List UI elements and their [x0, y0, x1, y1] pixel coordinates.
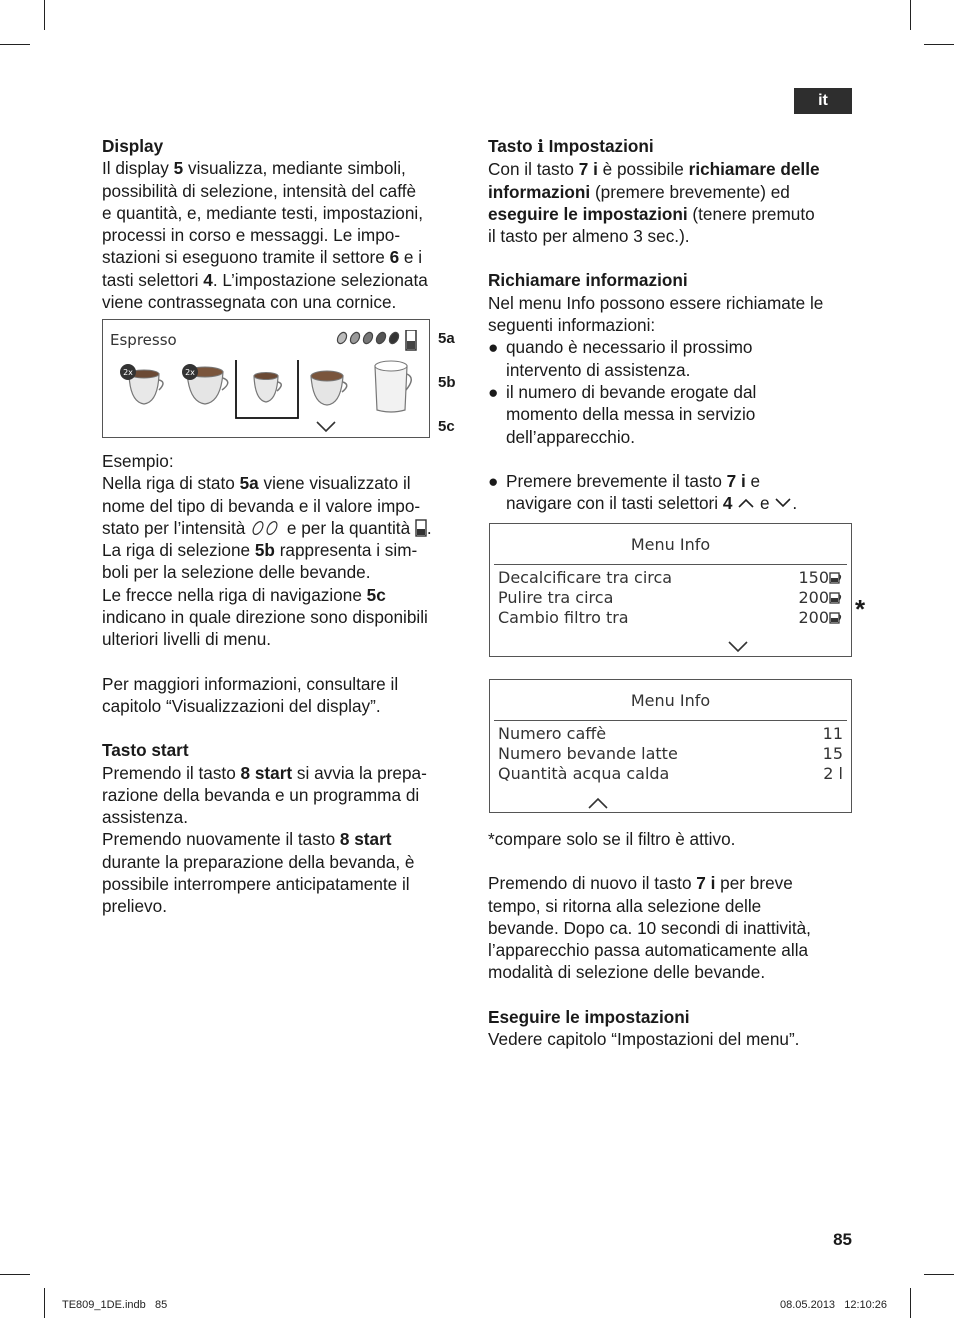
display-text: stazioni si eseguono tramite il settore 6 e i	[102, 247, 423, 268]
example-text: stato per l’intensità e per la quantità .	[102, 517, 432, 538]
display-text: processi in corso e messaggi. Le impo-	[102, 225, 401, 246]
cup-icon	[829, 571, 843, 585]
left-column	[102, 135, 458, 313]
menu-row: Numero bevande latte 15	[498, 744, 843, 763]
intensity-icon	[335, 330, 425, 352]
coffee-cup-icon	[311, 371, 347, 405]
label-5b: 5b	[438, 374, 456, 391]
menu-row: Pulire tra circa 200	[498, 588, 843, 608]
right-column-lower	[488, 828, 854, 1050]
left-column-lower	[102, 450, 458, 918]
intensity-beans-icon	[250, 520, 282, 536]
quantity-icon	[415, 519, 427, 537]
settings-text: eseguire le impostazioni (tenere premuto	[488, 203, 815, 224]
display-text: e quantità, e, mediante testi, impostazioni,	[102, 202, 424, 223]
display-text: possibilità di selezione, intensità del caffè	[102, 180, 417, 201]
crop-mark	[0, 44, 30, 45]
menu-title: Menu Info	[630, 535, 711, 554]
svg-text:2x: 2x	[123, 368, 133, 377]
menu-info-panel-2	[489, 679, 852, 813]
list-item: ● Premere brevemente il tasto 7 i e navigare con il tasti selettori 4 e .	[488, 470, 798, 514]
menu-title: Menu Info	[630, 691, 711, 710]
crop-mark	[924, 1274, 954, 1275]
crop-mark	[44, 0, 45, 30]
footnote-text: *compare solo se il filtro è attivo.	[488, 829, 736, 849]
chevron-down-icon	[774, 497, 792, 509]
example-text: nome del tipo di bevanda e il valore impo-	[102, 495, 421, 516]
start-text: durante la preparazione della bevanda, è	[102, 851, 415, 872]
start-text: Premendo il tasto 8 start si avvia la prepa-	[102, 762, 427, 783]
double-espresso-cup-icon	[120, 364, 163, 404]
display-text: Il display 5 visualizza, mediante simboli,	[102, 158, 406, 179]
list-item: ● il numero di bevande erogate dal momento della messa in servizio dell’apparecchio.	[488, 381, 757, 447]
more-info-text: capitolo “Visualizzazioni del display”.	[102, 695, 381, 716]
menu-info-panel-1	[489, 523, 852, 657]
label-5c: 5c	[438, 418, 455, 435]
return-text: Premendo di nuovo il tasto 7 i per breve	[488, 873, 793, 894]
start-text: razione della bevanda e un programma di	[102, 784, 420, 805]
double-coffee-cup-icon	[182, 364, 228, 404]
footer-date: 08.05.2013 12:10:26	[780, 1299, 888, 1311]
start-text: assistenza.	[102, 807, 188, 828]
label-5a: 5a	[438, 330, 455, 347]
start-text: prelievo.	[102, 896, 167, 917]
page-number: 85	[833, 1230, 852, 1249]
settings-text: Con il tasto 7 i è possibile richiamare delle	[488, 159, 820, 180]
crop-mark	[44, 1288, 45, 1318]
divider	[494, 720, 847, 721]
example-text: boli per la selezione delle bevande.	[102, 562, 371, 583]
drink-selection-row	[111, 360, 421, 420]
info-text: Nel menu Info possono essere richiamate le	[488, 292, 824, 313]
chevron-down-icon	[727, 640, 749, 654]
start-text: possibile interrompere anticipatamente il	[102, 874, 410, 895]
footer-file: TE809_1DE.indb 85	[62, 1299, 168, 1311]
latte-glass-icon	[375, 361, 411, 412]
example-text: Nella riga di stato 5a viene visualizzato il	[102, 473, 411, 494]
info-text: seguenti informazioni:	[488, 315, 656, 336]
example-text: ulteriori livelli di menu.	[102, 629, 272, 650]
menu-row: Decalcificare tra circa 150	[498, 568, 843, 588]
menu-row: Quantità acqua calda 2 l	[498, 764, 843, 783]
crop-mark	[910, 1288, 911, 1318]
display-text: tasti selettori 4. L’impostazione selezionata	[102, 269, 428, 290]
example-text: Le frecce nella riga di navigazione 5c	[102, 584, 386, 605]
return-text: l’apparecchio passa automaticamente alla	[488, 940, 809, 961]
return-text: modalità di selezione delle bevande.	[488, 962, 766, 983]
divider	[494, 564, 847, 565]
start-text: Premendo nuovamente il tasto 8 start	[102, 829, 392, 850]
return-text: bevande. Dopo ca. 10 secondi di inattività,	[488, 917, 811, 938]
execute-heading: Eseguire le impostazioni	[488, 1006, 690, 1027]
return-text: tempo, si ritorna alla selezione delle	[488, 895, 762, 916]
display-panel	[102, 319, 430, 438]
menu-row: Numero caffè 11	[498, 724, 843, 743]
crop-mark	[924, 44, 954, 45]
svg-text:2x: 2x	[185, 368, 195, 377]
list-item: ● quando è necessario il prossimo intervento di assistenza.	[488, 337, 753, 380]
start-heading: Tasto start	[102, 740, 189, 761]
chevron-down-icon	[315, 420, 337, 434]
cup-icon	[829, 591, 843, 605]
crop-mark	[910, 0, 911, 30]
chevron-up-icon	[587, 796, 609, 810]
display-text: viene contrassegnata con una cornice.	[102, 292, 397, 313]
settings-heading: Tasto i Impostazioni	[488, 136, 654, 157]
more-info-text: Per maggiori informazioni, consultare il	[102, 673, 399, 694]
cup-icon	[829, 611, 843, 625]
example-text: indicano in quale direzione sono disponibili	[102, 607, 428, 628]
execute-text: Vedere capitolo “Impostazioni del menu”.	[488, 1029, 800, 1050]
right-column	[488, 135, 854, 514]
example-label: Esempio:	[102, 451, 174, 471]
example-text: La riga di selezione 5b rappresenta i sim-	[102, 540, 418, 561]
language-tab: it	[794, 88, 852, 114]
display-heading: Display	[102, 136, 164, 156]
menu-row: Cambio filtro tra 200	[498, 608, 843, 628]
panel-title: Espresso	[110, 331, 177, 349]
espresso-cup-icon	[236, 360, 298, 418]
chevron-up-icon	[737, 497, 755, 509]
settings-text: informazioni (premere brevemente) ed	[488, 181, 790, 202]
info-heading: Richiamare informazioni	[488, 270, 688, 291]
footnote-star: *	[855, 594, 866, 624]
crop-mark	[0, 1274, 30, 1275]
settings-text: il tasto per almeno 3 sec.).	[488, 226, 690, 247]
